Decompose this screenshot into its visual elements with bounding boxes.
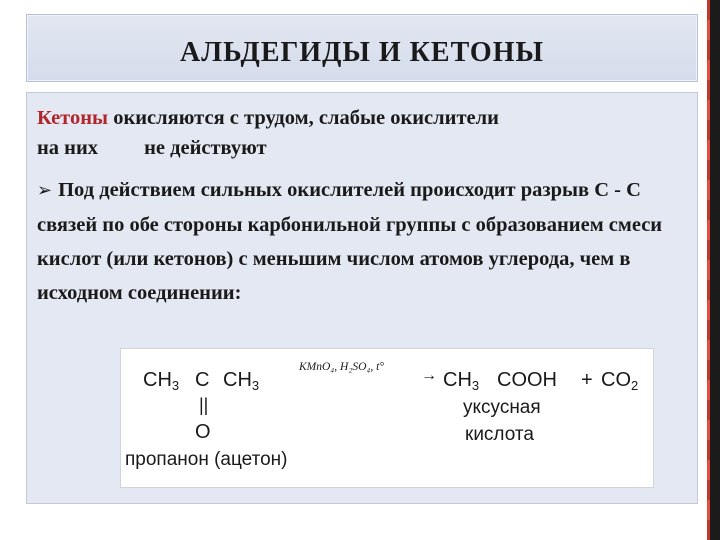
title-box bbox=[26, 14, 698, 82]
product-co2: $CO_2$ bbox=[601, 369, 639, 393]
reaction-equation bbox=[120, 348, 654, 488]
intro-line2-a: на них bbox=[37, 137, 99, 159]
intro-line2-b: не действуют bbox=[144, 137, 267, 159]
right-accent-bar bbox=[710, 0, 720, 540]
intro-highlight: Кетоны bbox=[37, 107, 109, 129]
bullet-paragraph bbox=[37, 173, 687, 310]
reaction-conditions: KMnO₄, H₂SO₄, t° bbox=[299, 361, 384, 373]
plus-sign: + bbox=[581, 369, 593, 391]
reactant-ch3-left: $CH_3$ bbox=[143, 369, 180, 393]
product-ch3: $CH_3$ bbox=[443, 369, 480, 393]
product-name-line2: кислота bbox=[465, 424, 534, 445]
product-name-line1: уксусная bbox=[463, 397, 541, 418]
bullet-text: Под действием сильных окислителей происходит разрыв С - С связей по обе стороны карбонильной группы с образованием смеси кислот (или кетонов) с меньшим числом атомов углерода, чем в исходном соединении: bbox=[37, 179, 663, 304]
reaction-arrow-icon: → bbox=[421, 367, 437, 384]
intro-paragraph bbox=[37, 103, 687, 163]
arrow-bullet-icon: ➢ bbox=[37, 180, 53, 201]
product-cooh: COOH bbox=[497, 369, 557, 391]
right-red-stripe bbox=[707, 0, 710, 540]
reactant-name: пропанон (ацетон) bbox=[125, 449, 288, 470]
reactant-oxygen: O bbox=[195, 421, 211, 443]
slide-title: АЛЬДЕГИДЫ И КЕТОНЫ bbox=[180, 37, 544, 68]
intro-line1: окисляются с трудом, слабые окислители bbox=[113, 107, 499, 129]
reactant-carbon: C bbox=[195, 369, 210, 391]
reactant-ch3-right: $CH_3$ bbox=[223, 369, 260, 393]
double-bond: || bbox=[199, 395, 209, 415]
